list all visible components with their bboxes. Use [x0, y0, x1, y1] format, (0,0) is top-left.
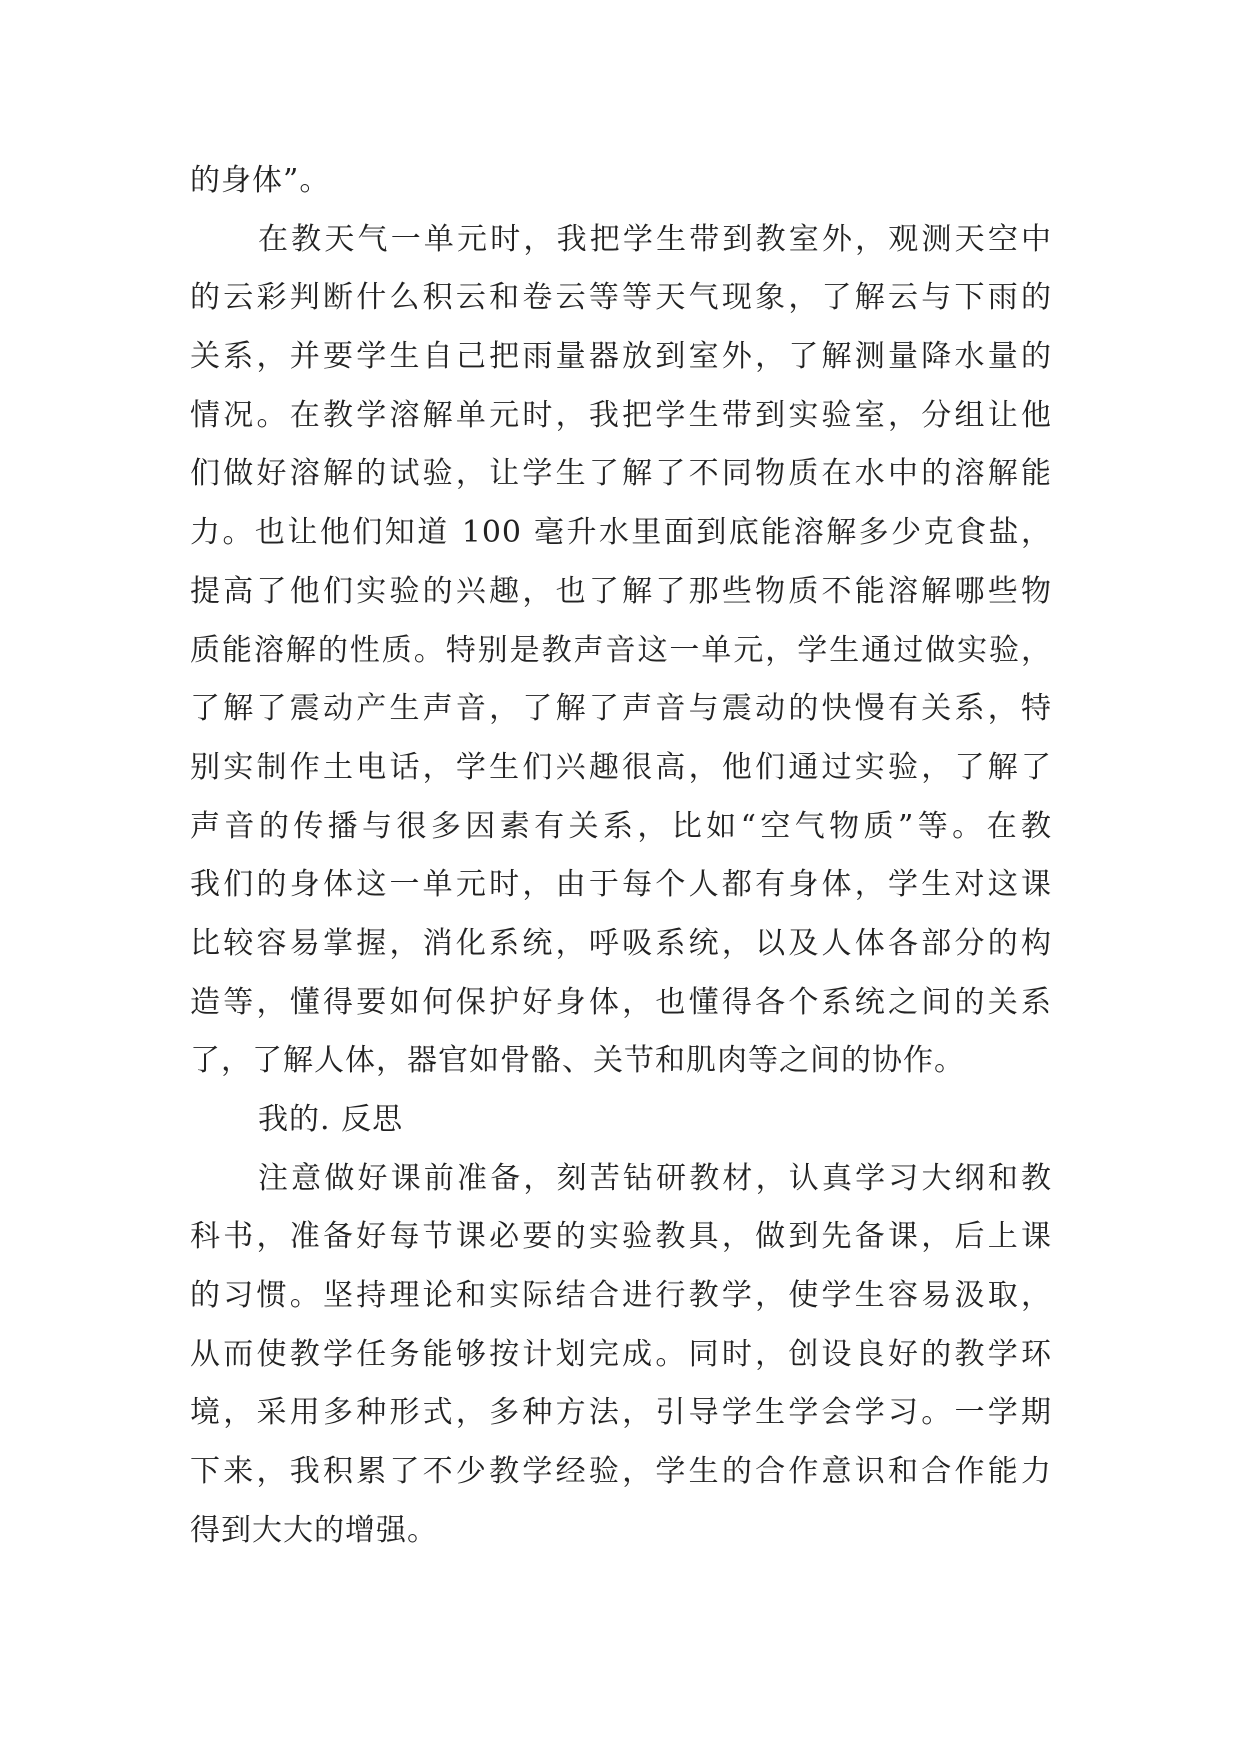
text-line: 的身体”。 — [190, 163, 331, 198]
text-line: 质能溶解的性质。特别是教声音这一单元，学生通过做实验， — [190, 632, 1052, 668]
text-line: 下来，我积累了不少教学经验，学生的合作意识和合作能力 — [190, 1454, 1052, 1490]
text-line: 力。也让他们知道 100 毫升水里面到底能溶解多少克食盐， — [190, 515, 1052, 551]
text-line: 情况。在教学溶解单元时，我把学生带到实验室，分组让他 — [190, 397, 1052, 433]
text-line: 注意做好课前准备，刻苦钻研教材，认真学习大纲和教 — [258, 1160, 1052, 1196]
text-line: 提高了他们实验的兴趣，也了解了那些物质不能溶解哪些物 — [190, 573, 1052, 609]
text-line: 造等，懂得要如何保护好身体，也懂得各个系统之间的关系 — [190, 984, 1052, 1020]
text-line: 的习惯。坚持理论和实际结合进行教学，使学生容易汲取， — [190, 1278, 1052, 1314]
text-line: 我的. 反思 — [258, 1102, 404, 1137]
text-line: 们做好溶解的试验，让学生了解了不同物质在水中的溶解能 — [190, 456, 1052, 492]
text-line: 我们的身体这一单元时，由于每个人都有身体，学生对这课 — [190, 867, 1052, 903]
text-line: 境，采用多种形式，多种方法，引导学生学会学习。一学期 — [190, 1395, 1052, 1431]
text-line: 比较容易掌握，消化系统，呼吸系统，以及人体各部分的构 — [190, 925, 1052, 961]
text-line: 关系，并要学生自己把雨量器放到室外，了解测量降水量的 — [190, 339, 1052, 375]
text-line: 了解了震动产生声音，了解了声音与震动的快慢有关系，特 — [190, 691, 1052, 727]
text-line: 得到大大的增强。 — [190, 1512, 438, 1548]
document-body — [190, 152, 1052, 1561]
text-line: 别实制作土电话，学生们兴趣很高，他们通过实验，了解了 — [190, 749, 1052, 785]
text-line: 从而使教学任务能够按计划完成。同时，创设良好的教学环 — [190, 1336, 1052, 1372]
text-line: 声音的传播与很多因素有关系，比如“空气物质”等。在教 — [190, 808, 1052, 844]
text-line: 科书，准备好每节课必要的实验教具，做到先备课，后上课 — [190, 1219, 1052, 1255]
text-line: 在教天气一单元时，我把学生带到教室外，观测天空中 — [258, 221, 1052, 257]
text-line: 的云彩判断什么积云和卷云等等天气现象，了解云与下雨的 — [190, 280, 1052, 316]
text-line: 了，了解人体，器官如骨骼、关节和肌肉等之间的协作。 — [190, 1043, 965, 1079]
